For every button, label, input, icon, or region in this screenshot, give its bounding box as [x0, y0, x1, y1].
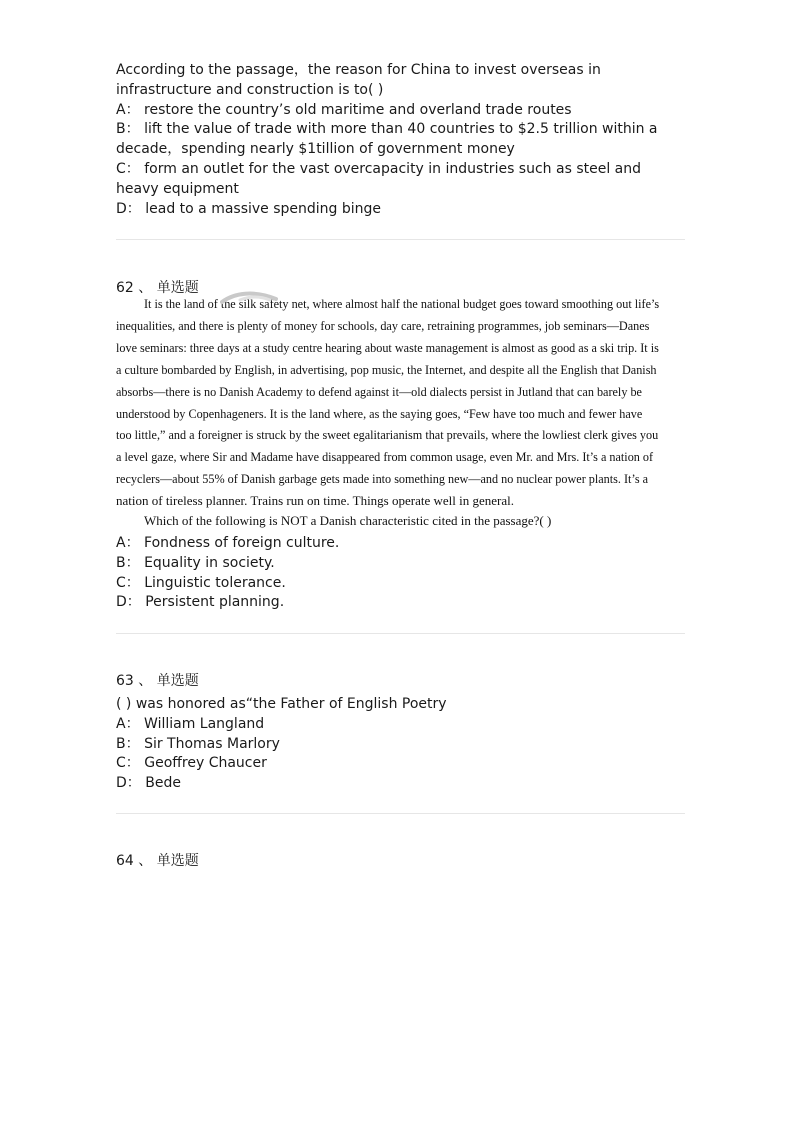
passage-line: a level gaze, where Sir and Madame have disappeared from common usage, even Mr. and Mrs. It’s a nation of [116, 450, 654, 465]
question-stem: ( ) was honored as“the Father of English Poetry [116, 696, 447, 712]
passage-line: understood by Copenhageners. It is the land where, as the saying goes, “Few have too much and fewer have [116, 406, 643, 421]
scan-smudge-icon [220, 291, 278, 305]
option-d [116, 774, 686, 794]
option-key: B： [116, 735, 140, 752]
option-key: A： [116, 715, 140, 732]
passage-question: Which of the following is NOT a Danish characteristic cited in the passage?( ) [144, 513, 552, 529]
option-text: Bede [145, 775, 181, 792]
passage-line: recyclers—about 55% of Danish garbage gets made into something new—and no nuclear power plants. It’s a [116, 472, 649, 487]
option-text: lead to a massive spending binge [145, 200, 382, 217]
option-a [116, 101, 686, 121]
passage-line: a culture bombarded by English, in advertising, pop music, the Internet, and despite all the English that Danish [116, 362, 657, 377]
option-key: C： [116, 160, 140, 177]
option-text: Equality in society. [144, 554, 275, 571]
question-header-63: 63 、 单选题 [116, 673, 199, 689]
passage-line: It is the land of the silk safety net, where almost half the national budget goes toward smoothing out life’s [144, 297, 660, 311]
option-key: D： [116, 200, 141, 217]
passage-line: inequalities, and there is plenty of money for schools, day care, retraining programmes, job seminars—Danes [116, 318, 650, 333]
option-key: C： [116, 574, 140, 591]
question-header-64: 64 、 单选题 [116, 853, 199, 869]
passage-line: love seminars: three days at a study centre hearing about waste management is almost as good as a ski trip. It is [116, 340, 659, 355]
option-text: Geoffrey Chaucer [144, 755, 267, 772]
option-text: form an outlet for the vast overcapacity in industries such as steel and heavy equipment [116, 160, 646, 197]
question-62-options [116, 534, 686, 613]
question-61 [116, 61, 686, 219]
option-b [116, 554, 686, 574]
option-text: Fondness of foreign culture. [144, 535, 340, 551]
question-header-62: 62 、 单选题 [116, 280, 199, 296]
option-key: B： [116, 121, 140, 138]
option-text: Persistent planning. [145, 594, 285, 611]
passage-line: nation of tireless planner. Trains run on time. Things operate well in general. [116, 493, 514, 509]
option-key: B： [116, 554, 140, 571]
passage-text [116, 294, 686, 511]
option-b [116, 735, 686, 755]
question-stem: According to the passage，the reason for China to invest overseas in infrastructure and construction is to( ) [116, 62, 606, 98]
divider [116, 239, 685, 240]
option-key: C： [116, 755, 140, 772]
option-text: Sir Thomas Marlory [144, 735, 280, 752]
passage-line: absorbs—there is no Danish Academy to defend against it—old dialects persist in Jutland that can barely be [116, 384, 642, 399]
option-c [116, 574, 686, 594]
option-key: A： [116, 535, 140, 551]
option-c [116, 754, 686, 774]
option-d [116, 200, 686, 220]
option-a [116, 715, 686, 735]
option-a [116, 534, 686, 554]
option-key: A： [116, 101, 140, 118]
passage-image [116, 294, 686, 534]
option-text: Linguistic tolerance. [144, 574, 286, 591]
option-d [116, 593, 686, 613]
divider [116, 813, 685, 814]
option-text: lift the value of trade with more than 40 countries to $2.5 trillion within a decade，spending nearly $1tillion of government money [116, 121, 662, 158]
option-c [116, 160, 686, 200]
question-63 [116, 695, 686, 794]
divider [116, 633, 685, 634]
option-b [116, 120, 686, 160]
option-text: restore the country’s old maritime and overland trade routes [144, 101, 572, 118]
passage-line: too little,” and a foreigner is struck by the sweet egalitarianism that prevails, where the lowliest clerk gives you [116, 428, 659, 443]
option-key: D： [116, 594, 141, 611]
option-key: D： [116, 775, 141, 792]
option-text: William Langland [144, 715, 265, 732]
